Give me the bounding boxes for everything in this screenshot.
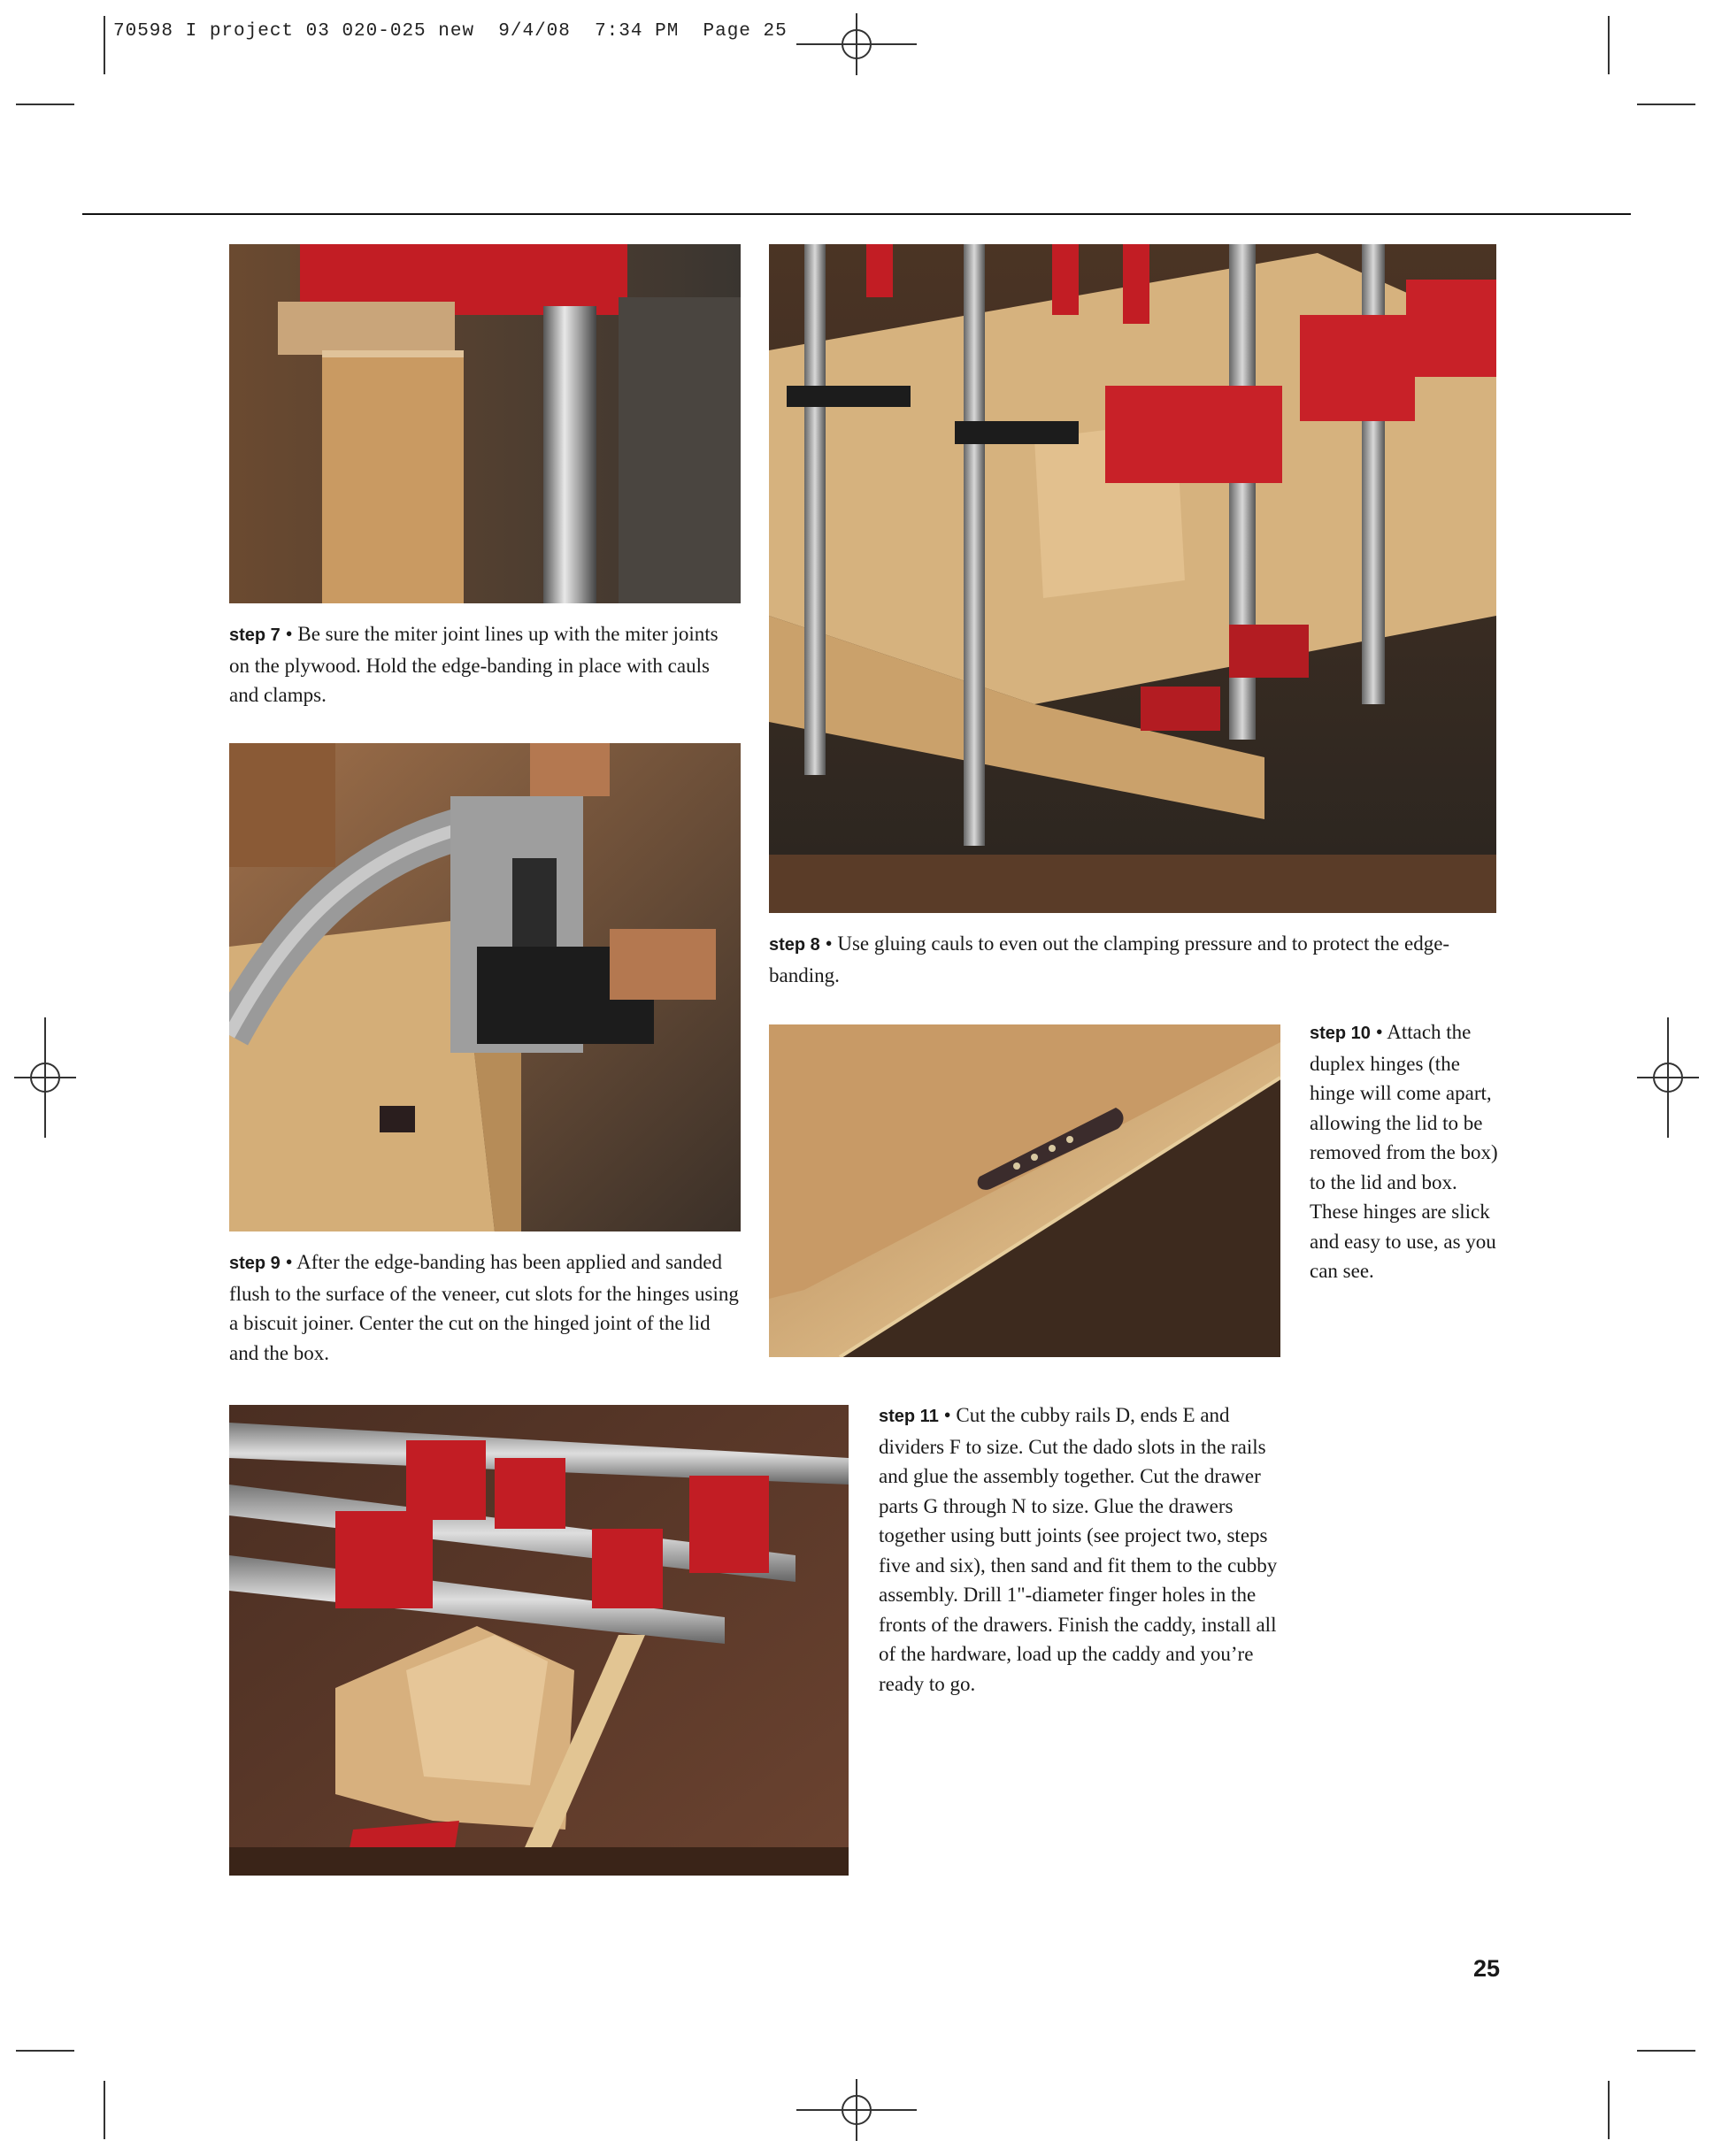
step-label: step 10 [1310, 1024, 1371, 1043]
step7-caption: step 7 • Be sure the miter joint lines up with the miter joints on the plywood. Hold the edge-banding in place with cauls and clamps. [229, 623, 719, 706]
step7-photo [229, 244, 741, 603]
registration-mark-icon [14, 1017, 76, 1138]
step-text: Attach the duplex hinges (the hinge will come apart, allowing the lid to be removed from the box) to the lid and box. These hinges are slick and easy to use, as you can see. [1310, 1021, 1498, 1282]
crop-mark [16, 104, 74, 105]
step-label: step 11 [879, 1407, 939, 1426]
step8-photo [769, 244, 1496, 913]
registration-mark-icon [796, 2079, 917, 2141]
step-label: step 9 [229, 1254, 281, 1273]
step-text: Cut the cubby rails D, ends E and dividers F to size. Cut the dado slots in the rails and glue the assembly together. Cut the drawer parts G through N to size. Glue the drawers together using butt joints (see project two, steps five and six), then sand and fit them to the cubby assembly. Drill 1"-diameter finger holes in the fronts of the drawers. Finish the caddy, install all of the hardware, load up the caddy and you’re ready to go. [879, 1404, 1278, 1695]
step-text: Be sure the miter joint lines up with the miter joints on the plywood. Hold the edge-banding in place with cauls and clamps. [229, 623, 719, 706]
crop-mark [1637, 2050, 1695, 2052]
step11-photo [229, 1405, 849, 1876]
step-text: Use gluing cauls to even out the clamping pressure and to protect the edge-banding. [769, 932, 1450, 986]
step11-caption: step 11 • Cut the cubby rails D, ends E and dividers F to size. Cut the dado slots in the rails and glue the assembly together. Cut the drawer parts G through N to size. Glue the drawers together using butt joints (see project two, steps five and six), then sand and fit them to the cubby assembly. Drill 1"-diameter finger holes in the fronts of the drawers. Finish the caddy, install all of the hardware, load up the caddy and you’re ready to go. [879, 1404, 1278, 1695]
step10-caption: step 10 • Attach the duplex hinges (the hinge will come apart, allowing the lid to be removed from the box) to the lid and box. These hinges are slick and easy to use, as you can see. [1310, 1021, 1498, 1282]
step-text: After the edge-banding has been applied and sanded flush to the surface of the veneer, cut slots for the hinges using a biscuit joiner. Center the cut on the hinged joint of the lid and the box. [229, 1251, 739, 1364]
crop-mark [1637, 104, 1695, 105]
crop-mark [1608, 2081, 1610, 2139]
page-number: 25 [1472, 1955, 1500, 1982]
step9-caption: step 9 • After the edge-banding has been applied and sanded flush to the surface of the veneer, cut slots for the hinges using a biscuit joiner. Center the cut on the hinged joint of the lid and the box. [229, 1251, 739, 1364]
step-label: step 8 [769, 935, 820, 955]
registration-mark-icon [1637, 1017, 1699, 1138]
crop-mark [16, 2050, 74, 2052]
step9-photo [229, 743, 741, 1231]
step10-photo [769, 1024, 1280, 1357]
step8-caption: step 8 • Use gluing cauls to even out the clamping pressure and to protect the edge-banding. [769, 932, 1450, 986]
crop-mark [104, 2081, 105, 2139]
crop-mark [1608, 16, 1610, 74]
step-label: step 7 [229, 625, 281, 645]
printer-slug: 70598 I project 03 020-025 new 9/4/08 7:34 PM Page 25 [113, 21, 788, 42]
header-rule [82, 213, 1631, 215]
crop-mark [104, 16, 105, 74]
registration-mark-icon [796, 13, 917, 75]
